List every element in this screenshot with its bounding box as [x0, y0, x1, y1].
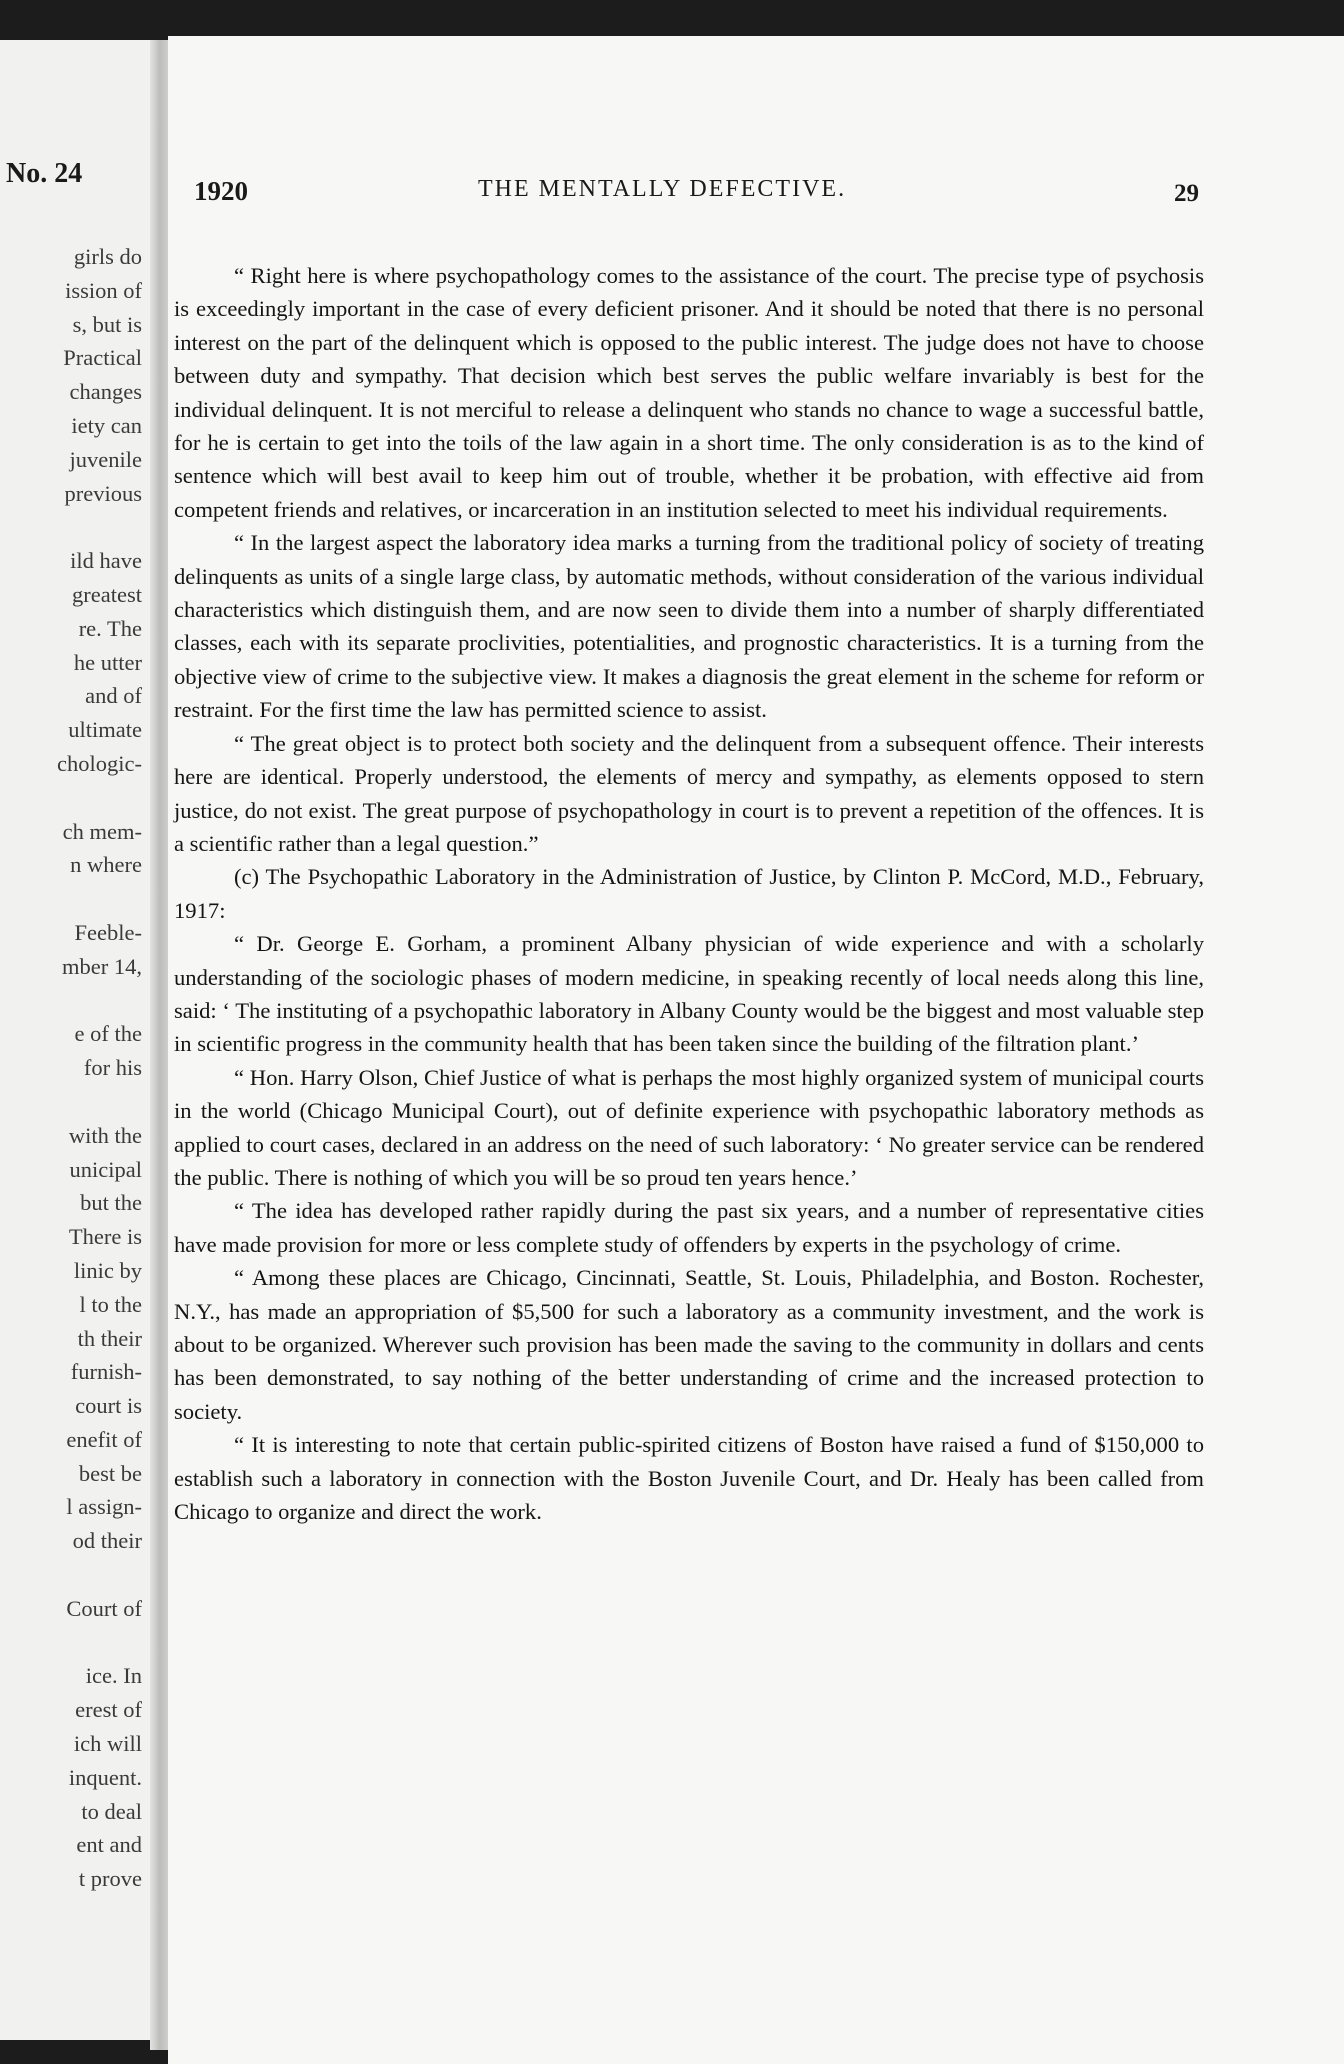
left-fragment-line: to deal — [81, 1798, 142, 1824]
left-fragment-line: chologic- — [57, 750, 142, 776]
left-fragment-line: changes — [69, 379, 142, 405]
left-fragment-line: juvenile — [69, 446, 142, 472]
left-fragment-line: furnish- — [70, 1359, 142, 1385]
left-page-edge — [0, 40, 160, 2040]
left-fragment-line: greatest — [72, 581, 142, 607]
left-fragment-line: iety can — [71, 412, 142, 438]
left-fragment-line: previous — [64, 480, 142, 506]
left-running-head: No. 24 — [6, 158, 83, 189]
left-fragment-line: Feeble- — [74, 919, 142, 945]
left-fragment-line: but the — [80, 1190, 142, 1216]
left-fragment-line: and of — [85, 683, 142, 709]
left-fragment-line: ission of — [65, 277, 142, 303]
left-fragment-line: od their — [72, 1528, 142, 1554]
left-fragment-line: for his — [83, 1055, 142, 1081]
left-fragment-line: e of the — [74, 1021, 142, 1047]
page-year: 1920 — [194, 176, 248, 206]
left-fragment-line: th their — [77, 1325, 142, 1351]
left-fragment-line: best be — [78, 1460, 142, 1486]
paragraph: “ Among these places are Chicago, Cincinnati, Seattle, St. Louis, Philadelphia, and Boston. Rochester, N.Y., has made an appropriation of $5,500 for such a laboratory as a community investment, and the work is about to be organized. Wherever such provision has been made the saving to the community in dollars and cents has been demonstrated, to say nothing of the better understanding of crime and the increased protection to society. — [174, 1265, 1204, 1424]
left-fragment-line — [0, 1558, 142, 1592]
left-fragment-line: linic by — [73, 1257, 142, 1283]
paragraph: “ It is interesting to note that certain public-spirited citizens of Boston have raised a fund of $150,000 to establish such a laboratory in connection with the Boston Juvenile Court, and Dr. Healy has been called from Chicago to organize and direct the work. — [174, 1432, 1204, 1525]
left-fragment-line: ice. In — [85, 1663, 142, 1689]
left-fragment-line: t prove — [78, 1866, 142, 1892]
left-fragment-line — [0, 781, 142, 815]
left-fragment-line: Court of — [66, 1595, 142, 1621]
left-fragment-line: ultimate — [68, 717, 142, 743]
left-fragment-line: re. The — [78, 615, 142, 641]
left-fragment-line — [0, 984, 142, 1018]
left-fragment-line: There is — [68, 1224, 142, 1250]
right-page — [168, 36, 1344, 2064]
left-fragment-line: Practical — [63, 345, 142, 371]
paragraph: “ The idea has developed rather rapidly during the past six years, and a number of representative cities have made provision for more or less complete study of offenders by experts in the psychology of crime. — [174, 1198, 1204, 1257]
paragraph: “ Right here is where psychopathology comes to the assistance of the court. The precise type of psychosis is exceedingly important in the case of every deficient prisoner. And it should be noted that there is no personal interest on the part of the delinquent which is opposed to the public interest. The judge does not have to choose between duty and sympathy. That decision which best serves the public welfare invariably is best for the individual delinquent. It is not merciful to release a delinquent who stands no chance to wage a successful battle, for he is certain to get into the toils of the law again in a short time. The only consideration is as to the kind of sentence which will best avail to keep him out of trouble, whether it be probation, with effective aid from competent friends and relatives, or incarceration in an institution selected to meet his individual requirements. — [174, 263, 1204, 522]
left-fragment-line: erest of — [75, 1697, 142, 1723]
left-fragment-line: s, but is — [72, 311, 142, 337]
left-fragment-line: l to the — [79, 1291, 142, 1317]
page-number: 29 — [1174, 180, 1199, 207]
paragraph: “ Dr. George E. Gorham, a prominent Albany physician of wide experience and with a scholarly understanding of the sociologic phases of modern medicine, in speaking recently of local needs along this line, said: ‘ The instituting of a psychopathic laboratory in Albany County would be the biggest and most valuable step in scientific progress in the community health that has been taken since the building of the filtration plant.’ — [174, 931, 1204, 1057]
left-fragment-line: l assign- — [66, 1494, 142, 1520]
left-page-fragments — [0, 240, 142, 1896]
left-fragment-line: he utter — [73, 649, 142, 675]
left-fragment-line — [0, 510, 142, 544]
body-text — [174, 259, 1204, 1528]
running-title: THE MENTALLY DEFECTIVE. — [478, 176, 847, 202]
left-fragment-line: unicipal — [69, 1156, 142, 1182]
left-fragment-line: ich will — [73, 1731, 142, 1757]
left-fragment-line — [0, 1085, 142, 1119]
paragraph: “ The great object is to protect both society and the delinquent from a subsequent offence. Their interests here are identical. Properly understood, the elements of mercy and sympathy, as elements opposed to stern justice, do not exist. The great purpose of psychopathology in court is to prevent a repetition of the offences. It is a scientific rather than a legal question.” — [174, 730, 1204, 856]
left-fragment-line: court is — [75, 1393, 142, 1419]
paragraph: “ Hon. Harry Olson, Chief Justice of what is perhaps the most highly organized system of municipal courts in the world (Chicago Municipal Court), out of definite experience with psychopathic laboratory methods as applied to court cases, declared in an address on the need of such laboratory: ‘ No greater service can be rendered the public. There is nothing of which you will be so proud ten years hence.’ — [174, 1064, 1204, 1190]
paragraph: (c) The Psychopathic Laboratory in the Administration of Justice, by Clinton P. McCord, M.D., February, 1917: — [174, 864, 1204, 923]
left-fragment-line: enefit of — [66, 1426, 142, 1452]
left-fragment-line: ent and — [76, 1832, 142, 1858]
left-fragment-line: girls do — [73, 244, 142, 269]
left-fragment-line: ch mem- — [62, 818, 142, 844]
left-fragment-line: ild have — [70, 548, 142, 574]
left-fragment-line: with the — [68, 1122, 142, 1148]
left-fragment-line — [0, 1626, 142, 1660]
left-fragment-line: mber 14, — [62, 953, 142, 979]
left-fragment-line — [0, 882, 142, 916]
paragraph: “ In the largest aspect the laboratory idea marks a turning from the traditional policy of society of treating delinquents as units of a single large class, by automatic methods, without consideration of the various individual characteristics which distinguish them, and are now seen to divide them into a number of sharply differentiated classes, each with its separate proclivities, potentialities, and prognostic characteristics. It is a turning from the objective view of crime to the subjective view. It makes a diagnosis the great element in the scheme for reform or restraint. For the first time the law has permitted science to assist. — [174, 530, 1204, 723]
left-fragment-line: inquent. — [68, 1764, 142, 1790]
left-fragment-line: n where — [70, 852, 142, 878]
